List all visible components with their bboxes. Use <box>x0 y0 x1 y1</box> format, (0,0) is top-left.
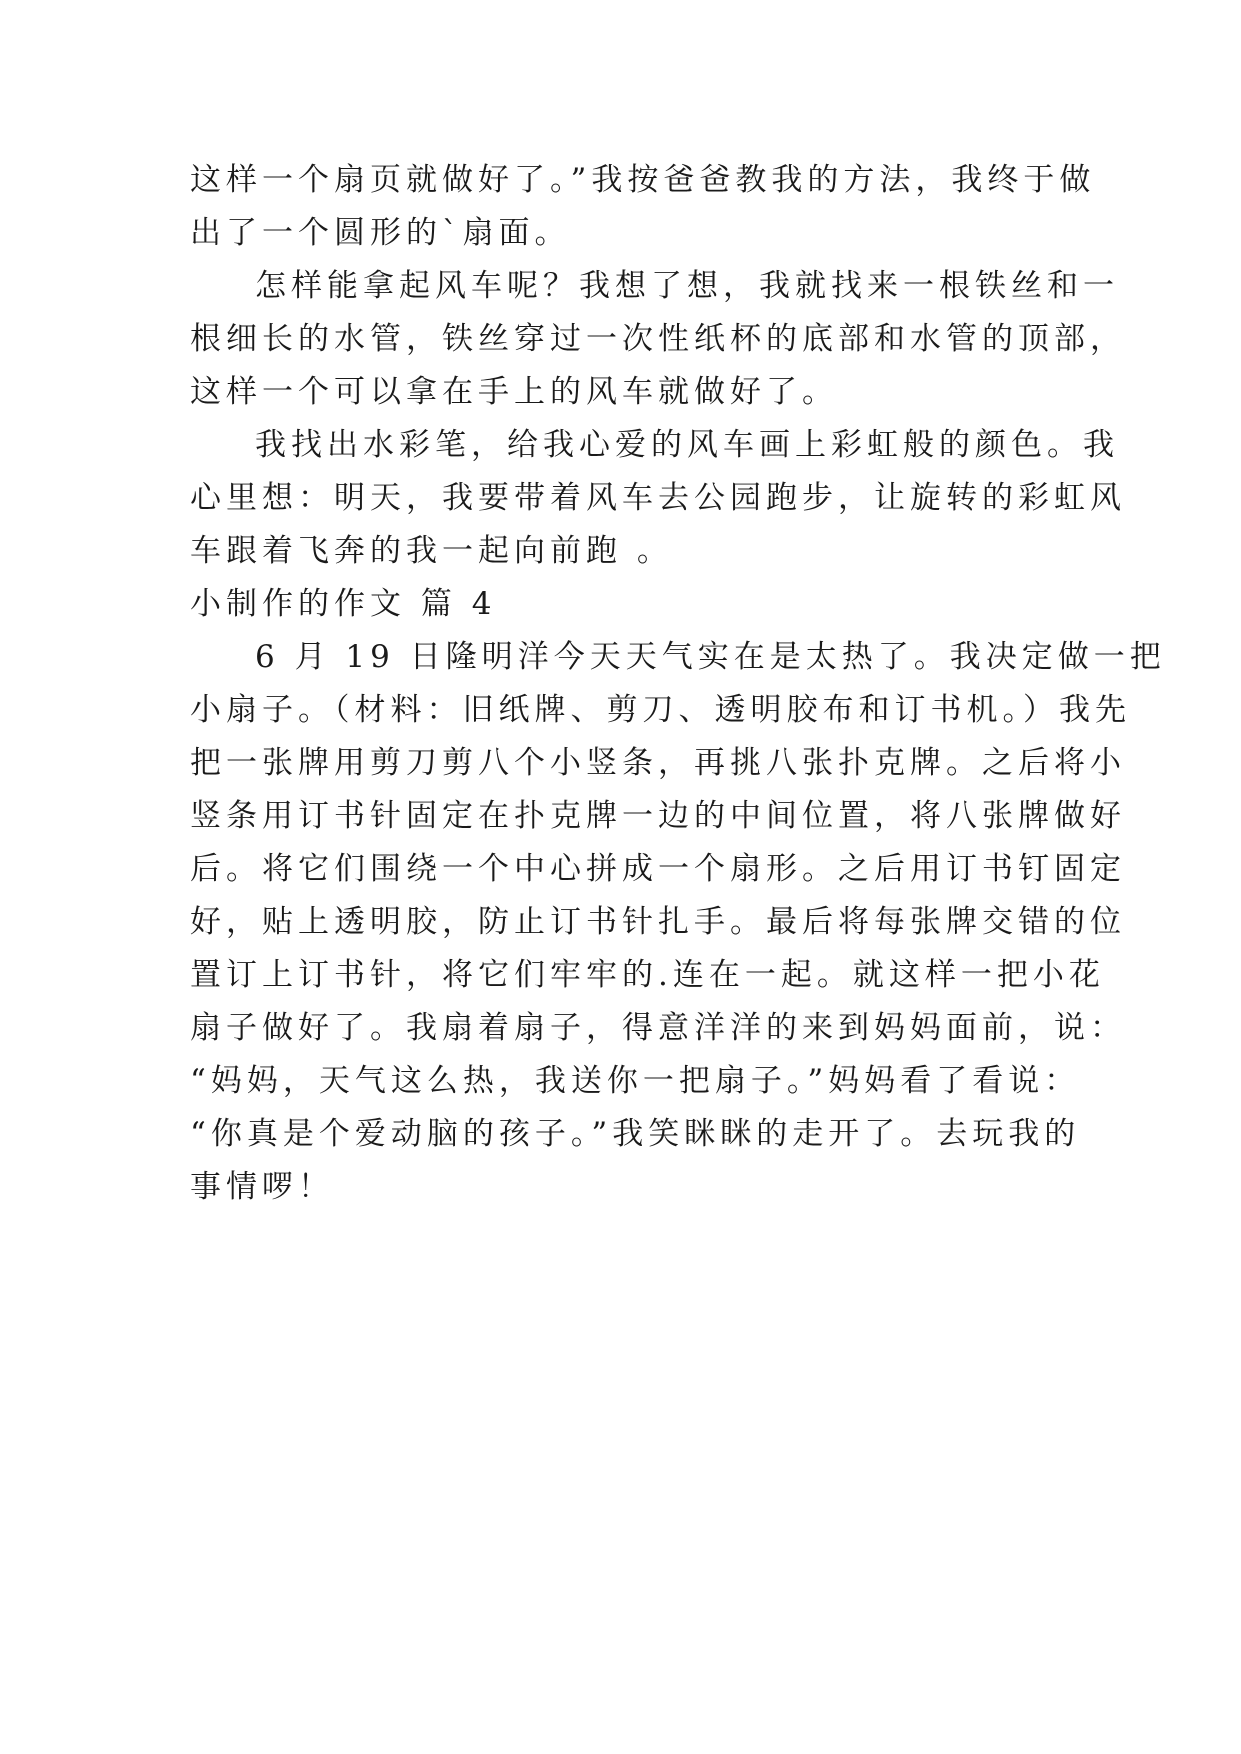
paragraph-line: 心里想：明天，我要带着风车去公园跑步，让旋转的彩虹风 <box>190 480 1126 516</box>
paragraph-line: 把一张牌用剪刀剪八个小竖条，再挑八张扑克牌。之后将小 <box>190 745 1126 781</box>
paragraph-line: 我找出水彩笔，给我心爱的风车画上彩虹般的颜色。我 <box>255 427 1119 463</box>
paragraph-line: 怎样能拿起风车呢？我想了想，我就找来一根铁丝和一 <box>255 268 1119 304</box>
section-heading: 小制作的作文 篇 4 <box>190 586 497 622</box>
paragraph-line: 这样一个扇页就做好了。”我按爸爸教我的方法，我终于做 <box>190 162 1096 198</box>
paragraph-line: 扇子做好了。我扇着扇子，得意洋洋的来到妈妈面前，说： <box>190 1010 1126 1046</box>
paragraph-line: 好，贴上透明胶，防止订书针扎手。最后将每张牌交错的位 <box>190 904 1126 940</box>
paragraph-line: 事情啰！ <box>190 1169 334 1205</box>
paragraph-line: “妈妈，天气这么热，我送你一把扇子。”妈妈看了看说： <box>190 1063 1081 1099</box>
paragraph-line: 这样一个可以拿在手上的风车就做好了。 <box>190 374 838 410</box>
paragraph-line: 6 月 19 日隆明洋今天天气实在是太热了。我决定做一把 <box>255 639 1166 675</box>
paragraph-line: 出了一个圆形的`扇面。 <box>190 215 571 251</box>
paragraph-line: 根细长的水管，铁丝穿过一次性纸杯的底部和水管的顶部， <box>190 321 1126 357</box>
paragraph-line: 竖条用订书针固定在扑克牌一边的中间位置，将八张牌做好 <box>190 798 1126 834</box>
paragraph-line: “你真是个爱动脑的孩子。”我笑眯眯的走开了。去玩我的 <box>190 1116 1081 1152</box>
paragraph-line: 小扇子。（材料：旧纸牌、剪刀、透明胶布和订书机。）我先 <box>190 692 1131 728</box>
paragraph-line: 后。将它们围绕一个中心拼成一个扇形。之后用订书钉固定 <box>190 851 1126 887</box>
paragraph-line: 置订上订书针，将它们牢牢的.连在一起。就这样一把小花 <box>190 957 1105 993</box>
paragraph-line: 车跟着飞奔的我一起向前跑 。 <box>190 533 673 569</box>
